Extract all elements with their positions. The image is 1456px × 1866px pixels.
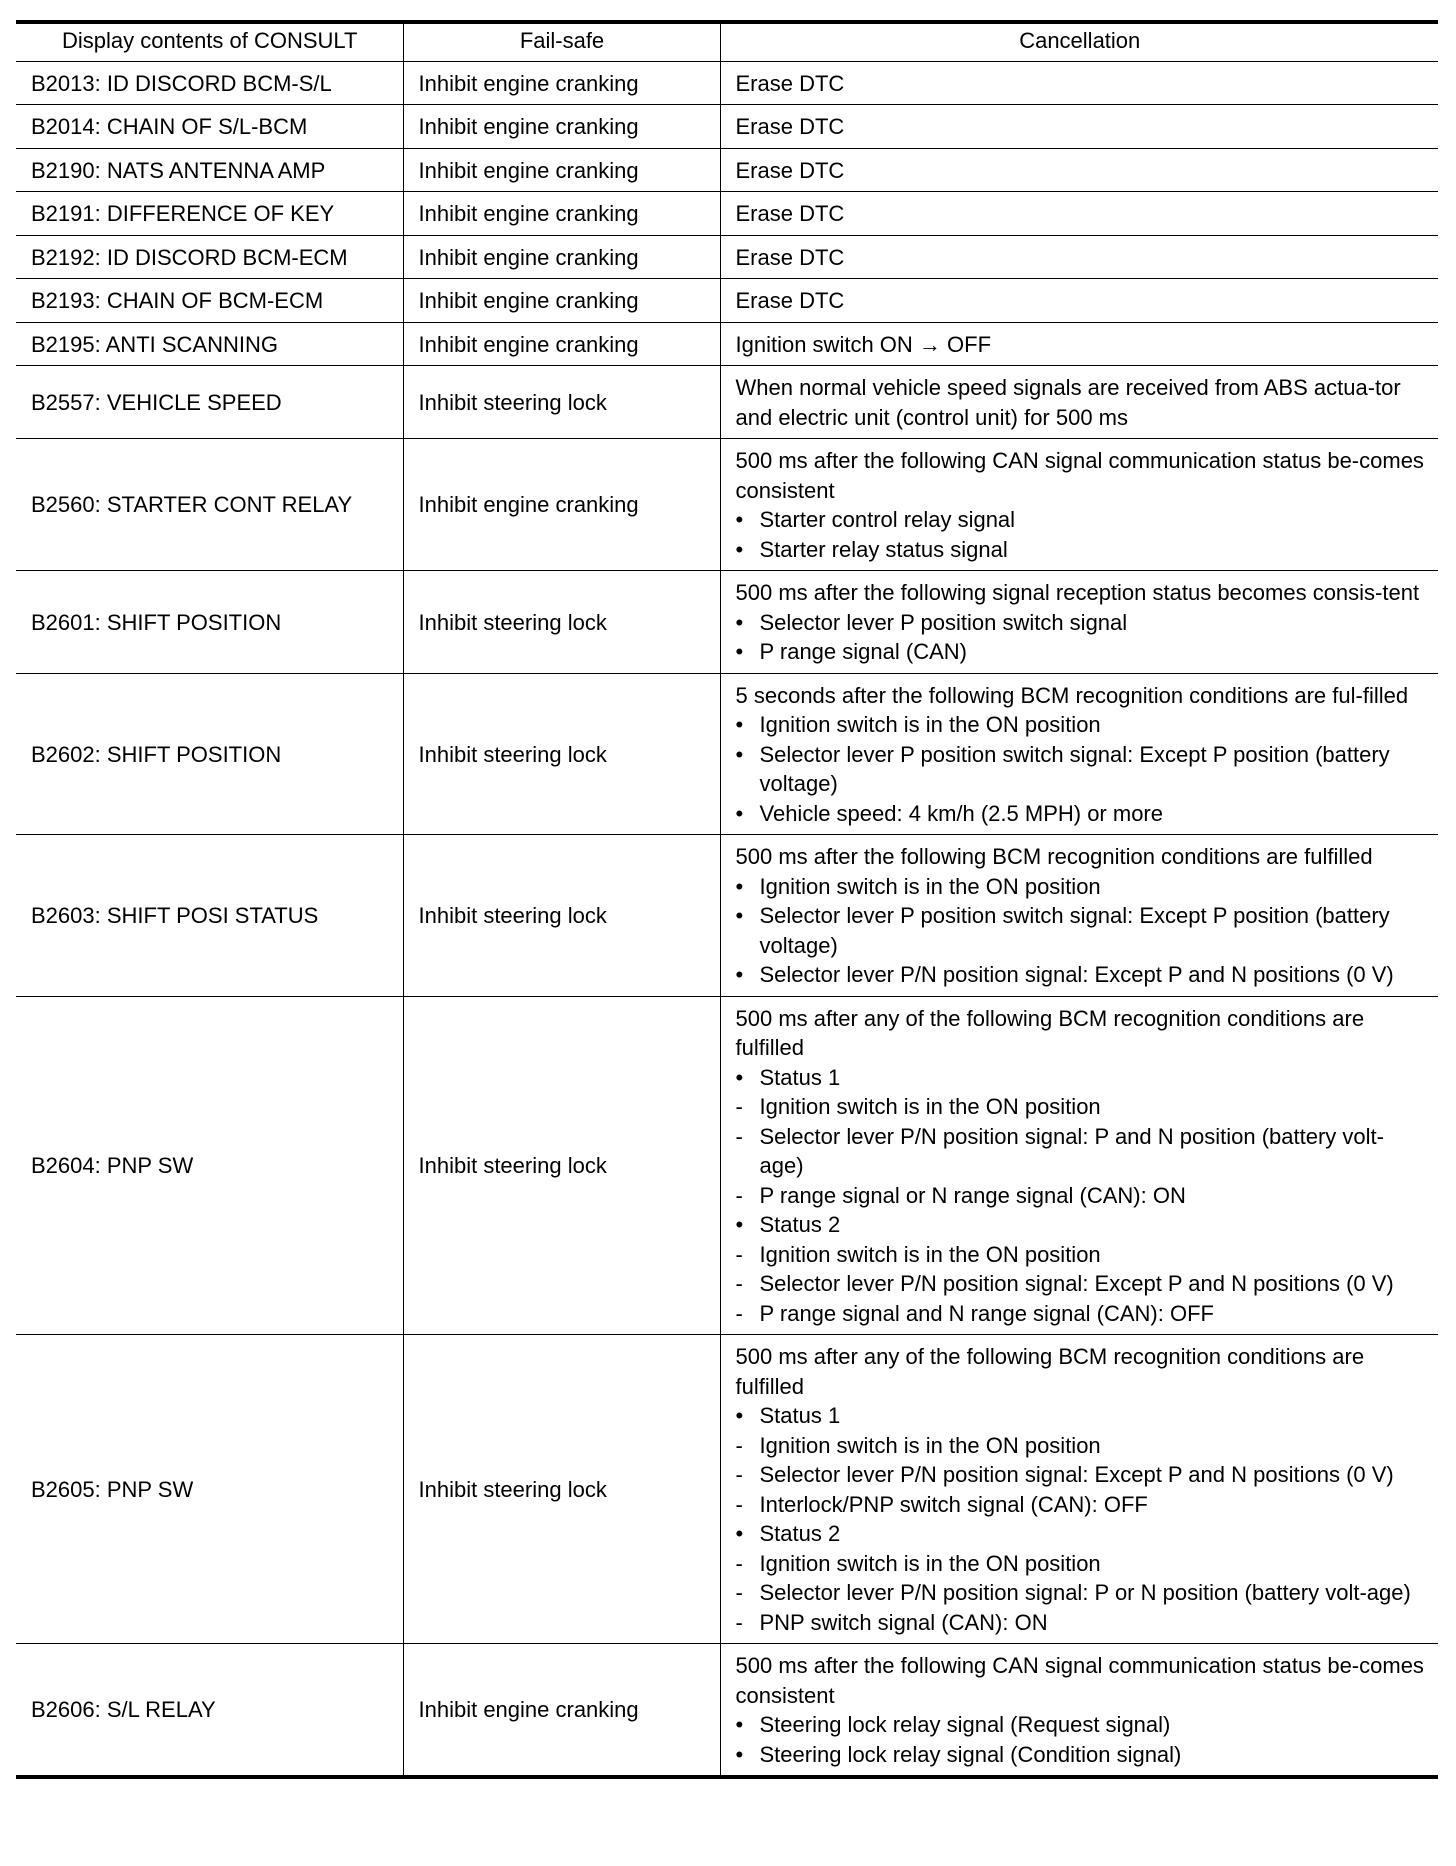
bullet-mark: • [735, 1741, 744, 1767]
dtc-display-contents: B2190: NATS ANTENNA AMP [16, 148, 403, 192]
dtc-display-contents: B2014: CHAIN OF S/L-BCM [16, 105, 403, 149]
cancellation-list-item [736, 901, 1425, 960]
table-row [16, 1335, 1438, 1644]
bullet-mark: • [735, 1064, 744, 1090]
cancellation-list-item [736, 1299, 1425, 1329]
cancellation-list-item [736, 1210, 1425, 1240]
cancellation-condition [720, 835, 1438, 997]
fail-safe-action: Inhibit engine cranking [403, 235, 720, 279]
cancellation-list-item [736, 740, 1425, 799]
cancellation-list-item [736, 1122, 1425, 1181]
cancellation-list-item-text: Selector lever P/N position signal: Except P and N positions (0 V) [759, 1462, 1394, 1487]
cancellation-condition [720, 1335, 1438, 1644]
cancellation-condition [720, 322, 1438, 366]
cancellation-list-item-text: Selector lever P/N position signal: Except P and N positions (0 V) [759, 1271, 1394, 1296]
cancellation-list-item-text: Selector lever P/N position signal: P and N position (battery volt-age) [759, 1123, 1384, 1178]
dash-mark: - [735, 1241, 743, 1267]
dtc-display-contents: B2193: CHAIN OF BCM-ECM [16, 279, 403, 323]
bullet-mark: • [735, 507, 744, 532]
cancellation-list-item [736, 1401, 1425, 1431]
bullet-mark: • [735, 1403, 744, 1428]
cancellation-condition [720, 192, 1438, 236]
cancellation-list-item-text: Selector lever P position switch signal: Except P position (battery voltage) [759, 903, 1390, 958]
cancellation-condition [720, 571, 1438, 674]
cancellation-list-item-text: Selector lever P position switch signal: Except P position (battery voltage) [759, 741, 1390, 796]
cancellation-list-item-text: Starter control relay signal [759, 507, 1016, 532]
dtc-display-contents: B2604: PNP SW [16, 996, 403, 1335]
cancellation-lead-text: Erase DTC [735, 201, 845, 226]
fail-safe-action: Inhibit steering lock [403, 571, 720, 674]
dtc-display-contents: B2605: PNP SW [16, 1335, 403, 1644]
table-row [16, 1644, 1438, 1778]
dtc-display-contents: B2191: DIFFERENCE OF KEY [16, 192, 403, 236]
cancellation-list-item [736, 960, 1425, 990]
fail-safe-action: Inhibit engine cranking [403, 279, 720, 323]
dash-mark: - [735, 1609, 743, 1635]
cancellation-lead-text: 500 ms after the following signal reception status becomes consis-tent [735, 580, 1420, 605]
bullet-mark: • [735, 873, 744, 899]
fail-safe-action: Inhibit engine cranking [403, 322, 720, 366]
cancellation-lead-text: 500 ms after the following CAN signal communication status be-comes consistent [735, 448, 1424, 503]
cancellation-condition [720, 279, 1438, 323]
cancellation-list-item [736, 1490, 1425, 1520]
cancellation-list-item-text: Selector lever P position switch signal [759, 609, 1128, 635]
bullet-mark: • [735, 962, 744, 987]
cancellation-list-item-text: Steering lock relay signal (Condition signal) [759, 1741, 1182, 1767]
cancellation-list-item-text: Ignition switch is in the ON position [759, 1094, 1101, 1119]
cancellation-list-item [736, 1549, 1425, 1579]
table-row [16, 366, 1438, 439]
bullet-mark: • [735, 903, 744, 928]
fail-safe-action: Inhibit engine cranking [403, 1644, 720, 1778]
bullet-mark: • [735, 1521, 744, 1546]
dtc-display-contents: B2602: SHIFT POSITION [16, 673, 403, 835]
fail-safe-action: Inhibit steering lock [403, 1335, 720, 1644]
table-row [16, 996, 1438, 1335]
bullet-mark: • [735, 639, 744, 664]
table-row [16, 439, 1438, 571]
dash-mark: - [735, 1271, 743, 1296]
header-display-contents: Display contents of CONSULT [16, 22, 403, 61]
cancellation-list-item [736, 710, 1425, 740]
cancellation-condition [720, 61, 1438, 105]
cancellation-condition [720, 366, 1438, 439]
cancellation-list-item [736, 1578, 1425, 1608]
cancellation-lead-text: 500 ms after any of the following BCM recognition conditions are fulfilled [735, 1344, 1365, 1399]
bullet-mark: • [735, 712, 744, 737]
header-cancellation: Cancellation [720, 22, 1438, 61]
cancellation-list-item [736, 1460, 1425, 1490]
fail-safe-action: Inhibit steering lock [403, 366, 720, 439]
cancellation-condition [720, 235, 1438, 279]
dash-mark: - [735, 1491, 743, 1517]
cancellation-list-item-text: Ignition switch is in the ON position [759, 873, 1101, 899]
cancellation-list-item [736, 535, 1425, 565]
cancellation-list-item-text: Vehicle speed: 4 km/h (2.5 MPH) or more [759, 800, 1163, 826]
cancellation-condition [720, 439, 1438, 571]
cancellation-lead-text: Erase DTC [735, 157, 845, 183]
cancellation-list-item [736, 1269, 1425, 1299]
dtc-display-contents: B2603: SHIFT POSI STATUS [16, 835, 403, 997]
cancellation-list-item [736, 505, 1425, 535]
bullet-mark: • [735, 1712, 744, 1737]
dash-mark: - [735, 1182, 743, 1208]
bullet-mark: • [735, 800, 744, 826]
cancellation-list-item-text: Ignition switch is in the ON position [759, 1550, 1101, 1576]
cancellation-list-item [736, 1519, 1425, 1549]
fail-safe-action: Inhibit engine cranking [403, 105, 720, 149]
cancellation-list-item [736, 1092, 1425, 1122]
cancellation-lead-text: Erase DTC [735, 288, 845, 313]
fail-safe-table [16, 20, 1438, 1779]
fail-safe-action: Inhibit engine cranking [403, 148, 720, 192]
cancellation-list-item [736, 1608, 1425, 1638]
cancellation-list-item-text: P range signal and N range signal (CAN): OFF [759, 1300, 1214, 1326]
cancellation-list-item-text: Selector lever P/N position signal: P or N position (battery volt-age) [759, 1580, 1411, 1605]
dash-mark: - [735, 1300, 743, 1326]
cancellation-list-item-text: Interlock/PNP switch signal (CAN): OFF [759, 1491, 1148, 1517]
cancellation-list-item-text: Starter relay status signal [759, 536, 1008, 562]
cancellation-lead-text: 500 ms after any of the following BCM recognition conditions are fulfilled [735, 1005, 1365, 1060]
header-fail-safe: Fail-safe [403, 22, 720, 61]
dash-mark: - [735, 1432, 743, 1458]
cancellation-list-item-text: P range signal (CAN) [759, 639, 967, 664]
cancellation-condition [720, 105, 1438, 149]
header-row [16, 22, 1438, 61]
cancellation-list-item [736, 1181, 1425, 1211]
cancellation-condition [720, 148, 1438, 192]
cancellation-condition [720, 996, 1438, 1335]
table-body [16, 61, 1438, 1777]
cancellation-lead-text: Erase DTC [735, 114, 845, 139]
cancellation-lead-text: Ignition switch ON → OFF [735, 331, 992, 357]
cancellation-list-item-text: Status 1 [759, 1403, 841, 1428]
cancellation-list-item-text: P range signal or N range signal (CAN): ON [759, 1182, 1186, 1208]
table-row [16, 673, 1438, 835]
table-row [16, 279, 1438, 323]
cancellation-list-item [736, 799, 1425, 829]
cancellation-lead-text: 500 ms after the following CAN signal communication status be-comes consistent [735, 1653, 1424, 1708]
cancellation-list-item-text: Status 1 [759, 1064, 841, 1090]
cancellation-list-item [736, 1710, 1425, 1740]
table-row [16, 105, 1438, 149]
table-row [16, 235, 1438, 279]
table-row [16, 148, 1438, 192]
cancellation-lead-text: Erase DTC [735, 244, 845, 270]
dtc-display-contents: B2195: ANTI SCANNING [16, 322, 403, 366]
fail-safe-action: Inhibit engine cranking [403, 439, 720, 571]
cancellation-list-item [736, 1240, 1425, 1270]
dtc-display-contents: B2606: S/L RELAY [16, 1644, 403, 1778]
dash-mark: - [735, 1580, 743, 1605]
dash-mark: - [735, 1462, 743, 1487]
cancellation-lead-text: 500 ms after the following BCM recognition conditions are fulfilled [735, 844, 1373, 869]
dtc-display-contents: B2192: ID DISCORD BCM-ECM [16, 235, 403, 279]
cancellation-list-item [736, 1431, 1425, 1461]
cancellation-lead-text: Erase DTC [735, 70, 845, 96]
fail-safe-action: Inhibit engine cranking [403, 61, 720, 105]
table-row [16, 571, 1438, 674]
dash-mark: - [735, 1123, 743, 1149]
cancellation-list-item [736, 608, 1425, 638]
cancellation-list-item [736, 1063, 1425, 1093]
fail-safe-action: Inhibit engine cranking [403, 192, 720, 236]
cancellation-list-item-text: Steering lock relay signal (Request signal) [759, 1712, 1171, 1737]
cancellation-condition [720, 1644, 1438, 1778]
fail-safe-action: Inhibit steering lock [403, 996, 720, 1335]
bullet-mark: • [735, 741, 744, 767]
cancellation-list-item [736, 872, 1425, 902]
dtc-display-contents: B2560: STARTER CONT RELAY [16, 439, 403, 571]
table-header [16, 22, 1438, 61]
bullet-mark: • [735, 536, 744, 562]
table-row [16, 192, 1438, 236]
cancellation-lead-text: When normal vehicle speed signals are received from ABS actua-tor and electric unit (control unit) for 500 ms [735, 375, 1401, 430]
cancellation-condition [720, 673, 1438, 835]
cancellation-list-item-text: Ignition switch is in the ON position [759, 712, 1101, 737]
cancellation-list-item-text: Ignition switch is in the ON position [759, 1241, 1101, 1267]
fail-safe-action: Inhibit steering lock [403, 835, 720, 997]
bullet-mark: • [735, 609, 744, 635]
dash-mark: - [735, 1550, 743, 1576]
table-row [16, 835, 1438, 997]
dtc-display-contents: B2013: ID DISCORD BCM-S/L [16, 61, 403, 105]
cancellation-lead-text: 5 seconds after the following BCM recognition conditions are ful-filled [735, 682, 1409, 708]
dtc-display-contents: B2601: SHIFT POSITION [16, 571, 403, 674]
dash-mark: - [735, 1094, 743, 1119]
cancellation-list-item-text: Ignition switch is in the ON position [759, 1432, 1101, 1458]
bullet-mark: • [735, 1212, 744, 1237]
cancellation-list-item [736, 1740, 1425, 1770]
cancellation-list-item [736, 637, 1425, 667]
cancellation-list-item-text: Selector lever P/N position signal: Except P and N positions (0 V) [759, 962, 1394, 987]
dtc-display-contents: B2557: VEHICLE SPEED [16, 366, 403, 439]
table-row [16, 322, 1438, 366]
fail-safe-action: Inhibit steering lock [403, 673, 720, 835]
cancellation-list-item-text: PNP switch signal (CAN): ON [759, 1609, 1048, 1635]
cancellation-list-item-text: Status 2 [759, 1521, 841, 1546]
table-row [16, 61, 1438, 105]
cancellation-list-item-text: Status 2 [759, 1212, 841, 1237]
